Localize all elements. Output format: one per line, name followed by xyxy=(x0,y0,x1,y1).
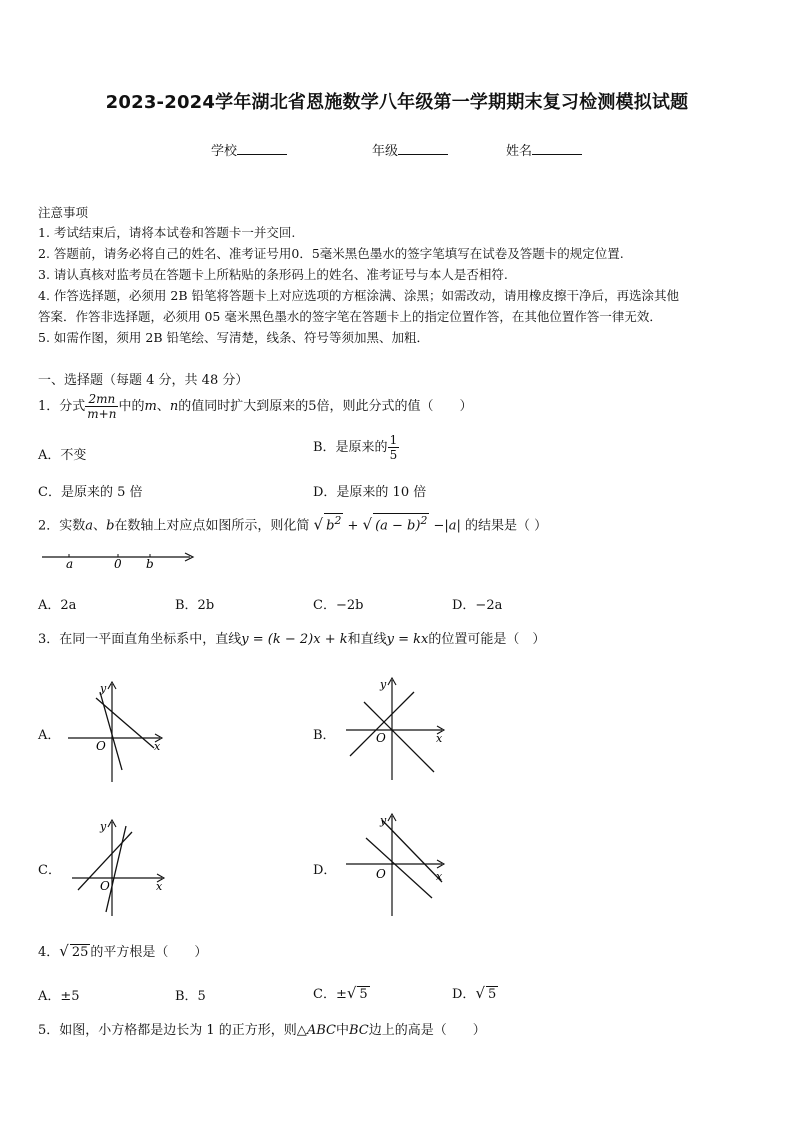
q1-option-b-fraction xyxy=(388,433,400,462)
line-2 xyxy=(106,826,126,912)
q2-expr-sqrt-ab2: $(a - b)^2$ xyxy=(375,514,428,534)
y-label: y xyxy=(380,678,387,691)
line-2 xyxy=(100,692,122,770)
q3-option-c: C． xyxy=(38,863,61,878)
x-label: x xyxy=(436,732,443,745)
line-2 xyxy=(364,702,434,772)
school-blank xyxy=(237,142,287,155)
sqrt-icon: √ xyxy=(59,942,69,960)
axis-label-a: a xyxy=(66,557,74,571)
y-label: y xyxy=(100,682,107,695)
q4-option-c-text: C．± xyxy=(313,987,347,1002)
notes-heading: 注意事项 xyxy=(38,205,89,220)
q3-and: 和直线 xyxy=(347,632,387,647)
question-5 xyxy=(38,1019,486,1038)
q3-graph-c xyxy=(66,816,172,920)
question-1 xyxy=(38,392,472,421)
q2-minus: − xyxy=(433,518,445,534)
q5-side: BC xyxy=(348,1023,369,1038)
name-blank xyxy=(532,142,582,155)
name-field xyxy=(506,140,582,159)
q1-option-d: D．是原来的 10 倍 xyxy=(313,485,427,500)
question-4 xyxy=(38,941,207,960)
q3-suffix: 的位置可能是（ ） xyxy=(428,632,546,647)
q1-var-m: m xyxy=(144,399,157,414)
q2-prefix: 2．实数 xyxy=(38,518,86,534)
q1-sep: 、 xyxy=(156,399,170,414)
x-label: x xyxy=(154,740,161,753)
q3-line1: y = (k − 2)x + k xyxy=(241,632,348,647)
q2-abs: |a| xyxy=(444,518,461,534)
note-item: 2. 答题前，请务必将自己的姓名、准考证号用0．5毫米黑色墨水的签字笔填写在试卷及答题卡的规定位置. xyxy=(38,246,624,261)
q4-option-d xyxy=(452,983,498,1002)
q1-option-b-num: 1 xyxy=(389,433,398,447)
number-line xyxy=(38,548,198,574)
q3-line2: y = kx xyxy=(386,632,429,647)
q5-suffix: 边上的高是（ ） xyxy=(368,1023,486,1038)
school-label: 学校 xyxy=(211,144,238,159)
q2-expr2: (a − b) xyxy=(375,518,421,534)
q3-option-d: D． xyxy=(313,863,337,878)
line-1 xyxy=(350,692,414,756)
y-label: y xyxy=(380,814,387,827)
q2-expr1: b xyxy=(326,518,335,534)
q4-option-c xyxy=(313,983,370,1002)
origin-label: O xyxy=(376,731,386,745)
q1-denominator: m+n xyxy=(87,407,117,421)
q4-option-d-radicand: 5 xyxy=(488,987,497,1002)
origin-label: O xyxy=(376,867,386,881)
question-3 xyxy=(38,628,545,647)
q2-var-b: b xyxy=(106,518,115,534)
q2-suffix: 的结果是（ ） xyxy=(465,518,548,534)
q3-option-b: B． xyxy=(313,728,336,743)
line-2 xyxy=(382,820,442,882)
q2-sep: 、 xyxy=(93,518,107,534)
q5-prefix: 5．如图，小方格都是边长为 1 的正方形，则△ xyxy=(38,1023,307,1038)
q4-option-b: B．5 xyxy=(175,989,206,1004)
q2-option-b: B．2b xyxy=(175,598,215,613)
q1-option-b-text: B．是原来的 xyxy=(313,440,388,455)
sqrt-icon: √ xyxy=(346,984,357,1002)
q1-option-b xyxy=(313,433,399,462)
q1-mid: 中的 xyxy=(118,399,145,414)
note-item: 1. 考试结束后，请将本试卷和答题卡一并交回. xyxy=(38,225,296,240)
q1-fraction xyxy=(85,392,118,421)
q4-option-a: A．±5 xyxy=(38,989,80,1004)
q2-option-d: D．−2a xyxy=(452,598,503,613)
q4-radicand: 25 xyxy=(71,945,89,960)
sqrt-icon: √ xyxy=(313,515,324,534)
note-item: 3. 请认真核对监考员在答题卡上所粘贴的条形码上的姓名、准考证号与本人是否相符. xyxy=(38,267,508,282)
x-label: x xyxy=(436,870,443,883)
question-2: 2．实数a、b在数轴上对应点如图所示，则化简 √ $b^2$ + √ $(a - b)^2 -|a|$ 的结果是（ ） xyxy=(38,514,548,534)
q1-numerator: 2mn xyxy=(85,392,118,407)
page-title: 2023-2024学年湖北省恩施数学八年级第一学期期末复习检测模拟试题 xyxy=(105,92,689,113)
q1-option-b-den: 5 xyxy=(389,448,398,462)
q2-var-a: a xyxy=(85,518,94,534)
q3-option-a: A． xyxy=(38,728,61,743)
q2-option-c: C．−2b xyxy=(313,598,364,613)
sqrt-icon: √ xyxy=(362,515,373,534)
grade-label: 年级 xyxy=(372,144,399,159)
grade-blank xyxy=(398,142,448,155)
origin-label: O xyxy=(100,879,110,893)
q1-option-a: A．不变 xyxy=(38,448,87,463)
q2-expr-sqrt-b2: $b^2$ xyxy=(326,514,342,534)
q1-option-c: C．是原来的 5 倍 xyxy=(38,485,143,500)
q2-mid: 在数轴上对应点如图所示，则化简 xyxy=(114,518,310,534)
q5-triangle: ABC xyxy=(306,1023,336,1038)
q3-graph-a xyxy=(62,678,172,786)
q1-suffix: 的值同时扩大到原来的5倍，则此分式的值（ ） xyxy=(178,399,473,414)
section-heading: 一、选择题（每题 4 分，共 48 分） xyxy=(38,373,249,388)
origin-label: O xyxy=(96,739,106,753)
sqrt-icon: √ xyxy=(475,984,485,1002)
note-item: 5. 如需作图，须用 2B 铅笔绘、写清楚，线条、符号等须加黑、加粗． xyxy=(38,330,429,345)
q1-prefix: 1．分式 xyxy=(38,399,86,414)
q1-var-n: n xyxy=(169,399,179,414)
name-label: 姓名 xyxy=(506,144,533,159)
x-label: x xyxy=(156,880,163,893)
axis-label-o: 0 xyxy=(114,557,122,571)
q3-prefix: 3．在同一平面直角坐标系中，直线 xyxy=(38,632,242,647)
q4-suffix: 的平方根是（ ） xyxy=(90,945,208,960)
note-item: 4. 作答选择题，必须用 2B 铅笔将答题卡上对应选项的方框涂满、涂黑；如需改动，请用橡皮擦干净后，再选涂其他 xyxy=(38,288,679,303)
y-label: y xyxy=(100,820,107,833)
q2-option-a: A．2a xyxy=(38,598,77,613)
q4-prefix: 4． xyxy=(38,945,60,960)
q5-mid: 中 xyxy=(335,1023,349,1038)
grade-field xyxy=(372,140,448,159)
note-item: 答案．作答非选择题，必须用 05 毫米黑色墨水的签字笔在答题卡上的指定位置作答，在其他位置作答一律无效． xyxy=(38,309,662,324)
axis-label-b: b xyxy=(146,557,154,571)
q4-option-d-text: D． xyxy=(452,987,476,1002)
q4-option-c-radicand: 5 xyxy=(359,987,368,1002)
q3-graph-b xyxy=(340,672,455,784)
q3-graph-d xyxy=(340,808,455,920)
school-field xyxy=(211,140,287,159)
